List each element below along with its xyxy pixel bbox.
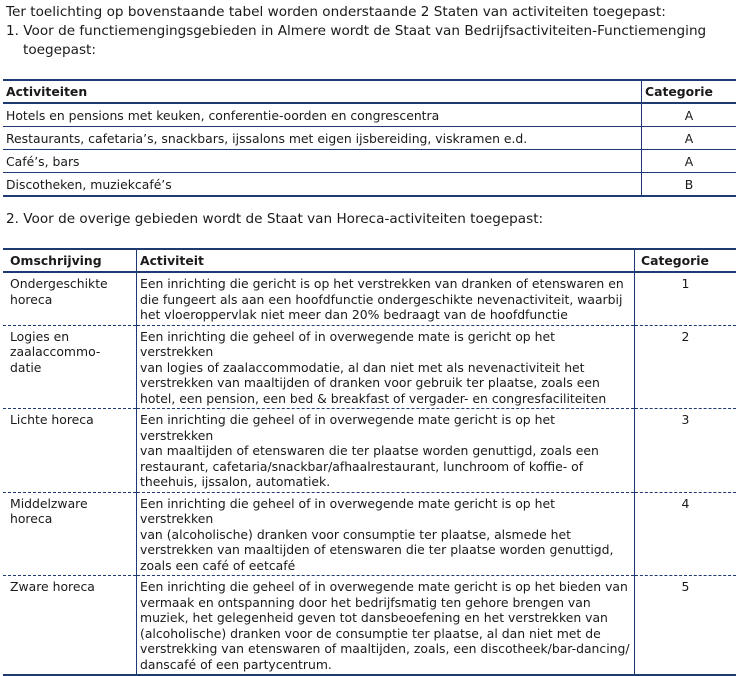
activiteit-line: van (alcoholische) dranken voor consumptie ter plaatse, alsmede het	[140, 526, 572, 542]
omschrijving-line: Zware horeca	[10, 579, 95, 594]
header-activiteiten: Activiteiten	[3, 80, 642, 103]
table-row	[3, 325, 736, 409]
activiteit-line: verstrekken van maaltijden of etenswaren die ter plaatse worden genuttigd,	[140, 542, 614, 557]
activiteit-line: Een inrichting die geheel of in overwegende mate gericht is op het bieden van	[140, 579, 628, 594]
category-cell: B	[642, 173, 737, 197]
intro-line-1: Ter toelichting op bovenstaande tabel worden onderstaande 2 Staten van activiteiten toegepast:	[6, 4, 666, 20]
omschrijving-line: horeca	[10, 291, 53, 307]
intro-line-2: 1. Voor de functiemengingsgebieden in Almere wordt de Staat van Bedrijfsactiviteiten-Functiemenging	[6, 23, 707, 39]
omschrijving-line: Middelzware	[10, 495, 88, 511]
activiteit-cell	[137, 272, 635, 325]
activiteit-cell	[137, 576, 635, 676]
omschrijving-line: horeca	[10, 511, 53, 526]
section-2-intro: 2. Voor de overige gebieden wordt de Staat van Horeca-activiteiten toegepast:	[6, 211, 544, 227]
table-row	[3, 492, 736, 576]
header-omschrijving: Omschrijving	[3, 249, 137, 272]
omschrijving-line: Logies en	[10, 328, 70, 344]
activiteit-cell	[137, 325, 635, 409]
activiteit-line: die fungeert als aan een hoofdfunctie ondergeschikte nevenactiviteit, waarbij	[140, 291, 623, 307]
omschrijving-cell	[3, 325, 137, 409]
header-categorie: Categorie	[635, 249, 737, 272]
activiteit-line: muziek, het gelegenheid geven tot dansbeoefening en het verstrekken van	[140, 610, 608, 625]
category-cell: A	[642, 150, 737, 173]
category-cell: 4	[635, 492, 737, 576]
activiteit-line: theehuis, ijssalon, automatiek.	[140, 474, 331, 489]
activity-cell: Restaurants, cafetaria’s, snackbars, ijssalons met eigen ijsbereiding, viskramen e.d.	[3, 127, 642, 150]
intro-text	[6, 3, 706, 60]
category-cell: 1	[635, 272, 737, 325]
header-categorie: Categorie	[642, 80, 737, 103]
category-cell: 3	[635, 409, 737, 493]
activiteit-cell	[137, 409, 635, 493]
omschrijving-cell	[3, 492, 137, 576]
activiteit-line: zoals een café of eetcafé	[140, 557, 296, 573]
table-row	[3, 127, 736, 150]
omschrijving-line: datie	[10, 359, 42, 375]
table-header-row	[3, 80, 736, 103]
activiteit-line: het vloeroppervlak niet meer dan 20% bedraagt van de hoofdfunctie	[140, 307, 568, 322]
table-row	[3, 409, 736, 493]
activiteit-line: verstrekken van maaltijden of dranken voor gebruik ter plaatse, zoals een	[140, 375, 600, 390]
header-activiteit: Activiteit	[137, 249, 635, 272]
category-cell: A	[642, 103, 737, 127]
omschrijving-line: Lichte horeca	[10, 412, 94, 427]
activity-cell: Hotels en pensions met keuken, conferentie-oorden en congrescentra	[3, 103, 642, 127]
activiteit-line: restaurant, cafetaria/snackbar/afhaalrestaurant, lunchroom of koffie- of	[140, 458, 584, 474]
activiteit-line: vermaak en ontspanning door het bedrijfsmatig ten gehore brengen van	[140, 594, 591, 610]
activity-cell: Café’s, bars	[3, 150, 642, 173]
table-row	[3, 272, 736, 325]
activiteit-line: verstrekking van etenswaren of maaltijden, zoals, een discotheek/bar-dancing/	[140, 641, 630, 656]
activiteit-line: Een inrichting die geheel of in overwegende mate is gericht op het verstrekken	[140, 328, 555, 359]
category-cell: A	[642, 127, 737, 150]
table-header-row	[3, 249, 736, 272]
activity-cell: Discotheken, muziekcafé’s	[3, 173, 642, 197]
omschrijving-cell	[3, 576, 137, 676]
staat-bedrijfsactiviteiten-table	[3, 79, 736, 197]
table-row	[3, 173, 736, 197]
activiteit-line: van logies of zaalaccommodatie, al dan niet met als nevenactiviteit het	[140, 359, 585, 375]
activiteit-line: Een inrichting die geheel of in overwegende mate gericht is op het verstrekken	[140, 495, 555, 526]
omschrijving-line: zaalaccommo-	[10, 344, 101, 359]
activiteit-line: Een inrichting die geheel of in overwegende mate gericht is op het verstrekken	[140, 412, 555, 443]
table-row	[3, 150, 736, 173]
activiteit-line: (alcoholische) dranken voor de consumptie ter plaatse, al dan niet met de	[140, 625, 601, 641]
table-row	[3, 576, 736, 676]
activiteit-line: danscafé of een partycentrum.	[140, 656, 332, 672]
table-row	[3, 103, 736, 127]
omschrijving-cell	[3, 272, 137, 325]
omschrijving-cell	[3, 409, 137, 493]
omschrijving-line: Ondergeschikte	[10, 276, 108, 291]
activiteit-cell	[137, 492, 635, 576]
intro-line-3: toegepast:	[23, 42, 96, 58]
staat-horeca-activiteiten-table	[3, 248, 736, 676]
category-cell: 5	[635, 576, 737, 676]
category-cell: 2	[635, 325, 737, 409]
activiteit-line: Een inrichting die gericht is op het verstrekken van dranken of etenswaren en	[140, 276, 624, 291]
activiteit-line: van maaltijden of etenswaren die ter plaatse worden genuttigd, zoals een	[140, 443, 599, 458]
activiteit-line: hotel, een pension, een bed & breakfast of vergader- en congresfaciliteiten	[140, 390, 607, 406]
